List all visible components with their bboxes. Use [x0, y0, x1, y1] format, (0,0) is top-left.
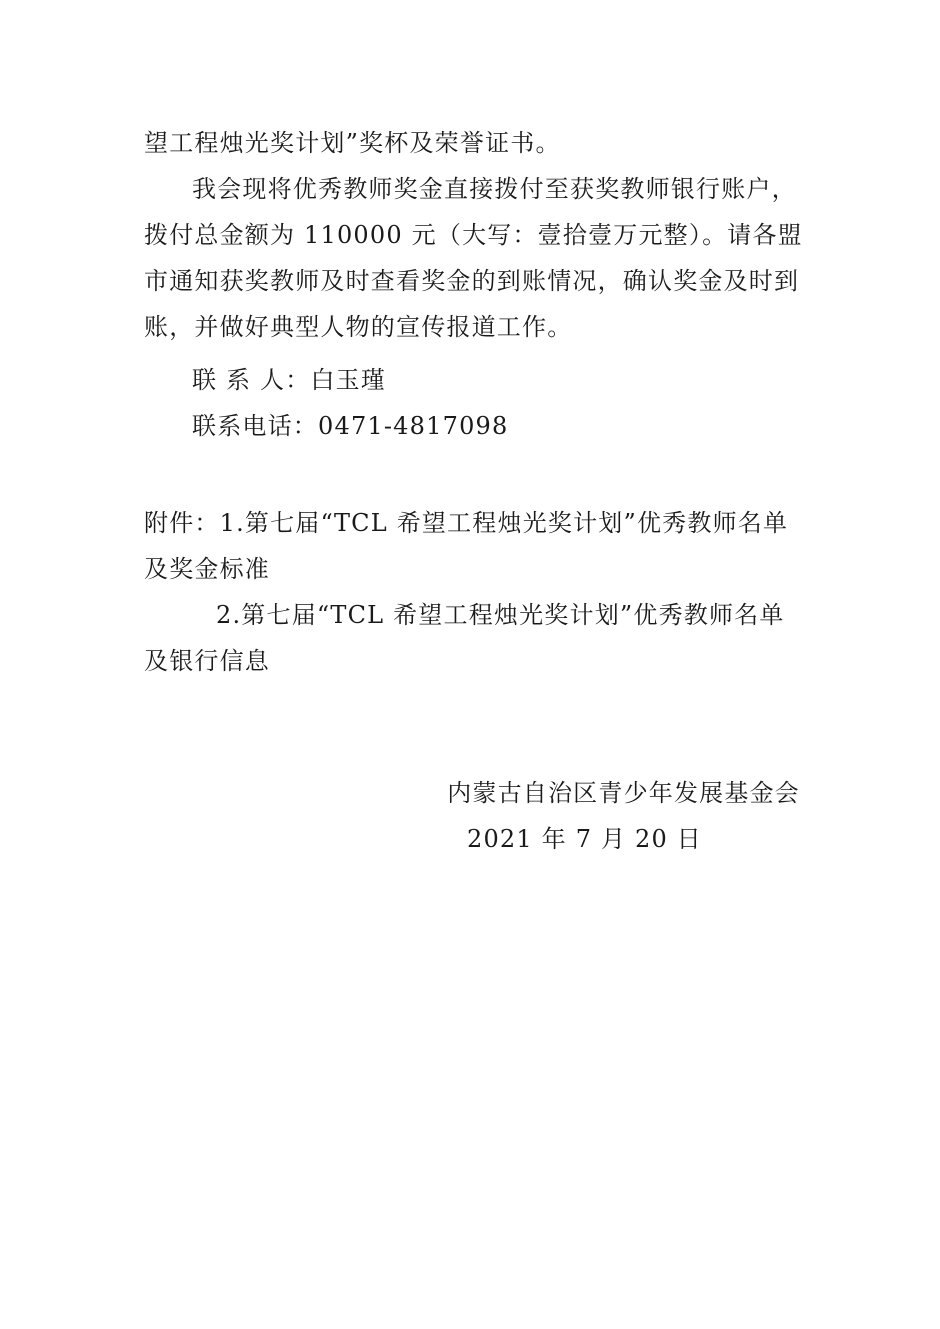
signature-organization: 内蒙古自治区青少年发展基金会	[447, 779, 800, 807]
body-line-5: 账，并做好典型人物的宣传报道工作。	[144, 313, 573, 341]
attachment-1: 附件：1.第七届“TCL 希望工程烛光奖计划”优秀教师名单	[144, 509, 789, 537]
attachment-1-continued: 及奖金标准	[144, 555, 270, 583]
body-line-2: 我会现将优秀教师奖金直接拨付至获奖教师银行账户，	[192, 175, 797, 203]
attachment-2-continued: 及银行信息	[144, 647, 270, 675]
body-line-3: 拨付总金额为 110000 元（大写：壹拾壹万元整）。请各盟	[144, 221, 803, 249]
contact-person: 联 系 人：白玉瑾	[192, 366, 387, 394]
contact-phone: 联系电话：0471-4817098	[192, 412, 509, 440]
signature-date: 2021 年 7 月 20 日	[466, 825, 702, 853]
body-line-1: 望工程烛光奖计划”奖杯及荣誉证书。	[144, 129, 561, 157]
body-line-4: 市通知获奖教师及时查看奖金的到账情况，确认奖金及时到	[144, 267, 800, 295]
attachment-2: 2.第七届“TCL 希望工程烛光奖计划”优秀教师名单	[216, 601, 785, 629]
